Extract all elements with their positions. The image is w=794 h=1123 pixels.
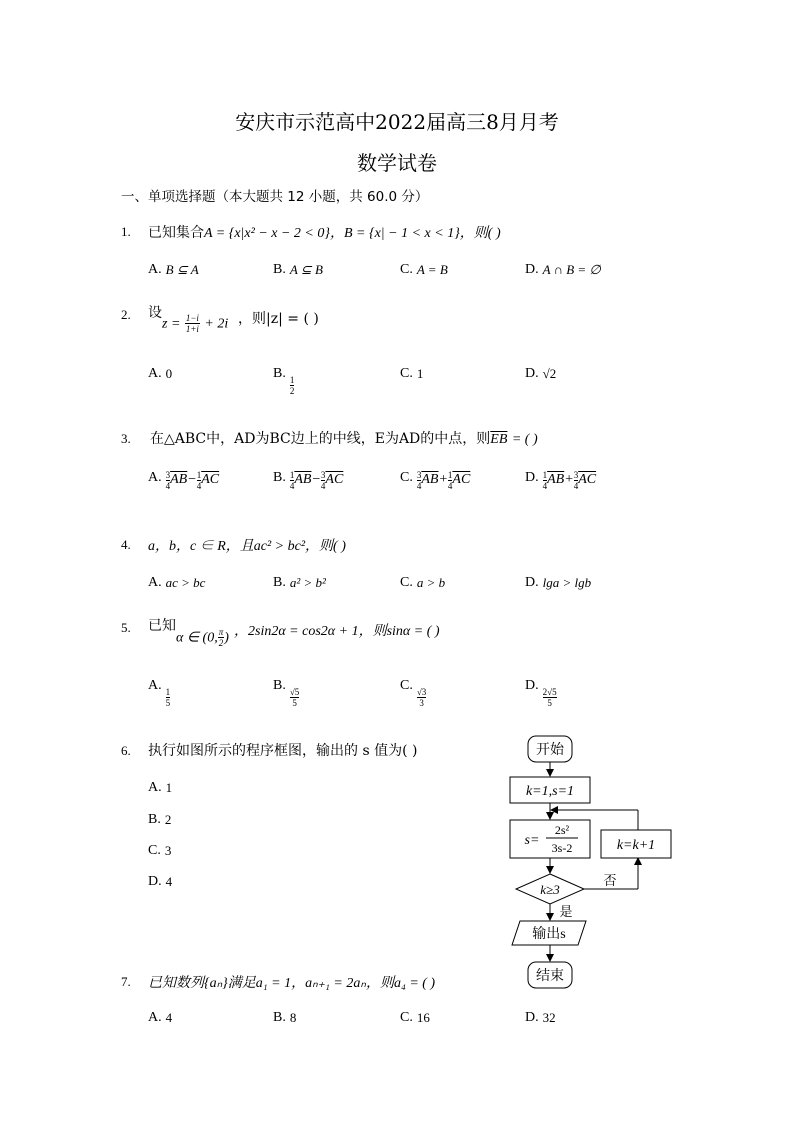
section-heading: 一、单项选择题（本大题共 12 小题，共 60.0 分） <box>121 189 429 205</box>
option-d[interactable]: D. √2 <box>525 366 557 381</box>
question-number: 7. <box>121 974 131 989</box>
question-number: 2. <box>121 307 131 322</box>
flow-assign-den: 3s-2 <box>551 841 573 855</box>
option-a[interactable]: A. 0 <box>148 366 173 381</box>
question-stem: a，b，c ∈ R，且ac² > bc²，则( ) <box>148 539 346 554</box>
question-number: 4. <box>121 537 131 552</box>
option-a[interactable]: A. B ⊆ A <box>148 262 199 277</box>
option-d[interactable]: D. 32 <box>525 1010 556 1025</box>
flow-init-label: k=1,s=1 <box>525 784 575 799</box>
question-stem: 已知集合A = {x|x² − x − 2 < 0}，B = {x| − 1 < x < 1}，则( ) <box>148 225 501 241</box>
option-b[interactable]: B. a² > b² <box>273 575 326 590</box>
question-number: 1. <box>121 224 131 239</box>
question-number: 6. <box>121 743 131 758</box>
question-formula: z = $\frac{1-i}{1+i}$ + 2i <box>162 313 229 334</box>
flow-assign-node <box>510 820 590 858</box>
flow-yes-label: 是 <box>559 904 573 919</box>
flow-assign-lhs: s= <box>524 833 540 848</box>
option-d[interactable]: D. $\frac{2√5}{5}$ <box>525 678 557 708</box>
option-d[interactable]: D. lga > lgb <box>525 575 592 590</box>
flow-output-label: 输出s <box>532 927 566 942</box>
page-title: 安庆市示范高中2022届高三8月月考 <box>235 110 559 134</box>
question-stem-suffix: ，则|z| = ( ) <box>238 311 319 327</box>
question-stem-suffix: ，2sin2α = cos2α + 1，则sinα = ( ) <box>234 624 440 639</box>
option-b[interactable]: B. A ⊆ B <box>273 262 323 277</box>
option-d[interactable]: D. $\frac{1}{4}$ $\overline{AB}+$ $\frac{3}{4}$ $\overline{AC}$ <box>525 470 597 491</box>
option-b[interactable]: B. 2 <box>148 812 172 827</box>
flow-end-label: 结束 <box>536 969 564 984</box>
option-b[interactable]: B. 8 <box>273 1010 297 1025</box>
question-stem: 已知数列{aₙ}满足a₁ = 1，aₙ₊₁ = 2aₙ，则a₄ = ( ) <box>148 976 436 991</box>
option-d[interactable]: D. A ∩ B = ∅ <box>525 262 601 277</box>
flow-no-label: 否 <box>603 873 617 888</box>
option-b[interactable]: B. $\frac{√5}{5}$ <box>273 678 300 708</box>
flow-assign-num: 2s² <box>554 823 570 837</box>
page-subtitle: 数学试卷 <box>357 151 437 175</box>
flow-condition-label: k≥3 <box>540 882 560 897</box>
option-c[interactable]: C. 3 <box>148 843 172 858</box>
option-a[interactable]: A. $\frac{3}{4}$ $\overline{AB}-$ $\frac{1}{4}$ $\overline{AC}$ <box>148 470 220 491</box>
option-d[interactable]: D. 4 <box>148 874 173 889</box>
question-stem: 已知 <box>148 618 176 634</box>
flow-start-label: 开始 <box>536 743 564 758</box>
option-b[interactable]: B. $\frac{1}{2}$ <box>273 366 295 396</box>
option-a[interactable]: A. $\frac{1}{5}$ <box>148 678 171 708</box>
question-stem: 设 <box>148 305 162 321</box>
option-c[interactable]: C. a > b <box>400 575 446 590</box>
option-a[interactable]: A. 1 <box>148 780 173 795</box>
question-number: 5. <box>121 620 131 635</box>
option-a[interactable]: A. 4 <box>148 1010 173 1025</box>
option-c[interactable]: C. $\frac{√3}{3}$ <box>400 678 427 708</box>
option-c[interactable]: C. A = B <box>400 262 448 277</box>
option-b[interactable]: B. $\frac{1}{4}$ $\overline{AB}-$ $\frac{3}{4}$ $\overline{AC}$ <box>273 470 344 491</box>
flowchart <box>500 730 680 992</box>
option-c[interactable]: C. 16 <box>400 1010 430 1025</box>
option-a[interactable]: A. ac > bc <box>148 575 206 590</box>
flow-increment-label: k=k+1 <box>616 838 656 853</box>
question-number: 3. <box>121 431 131 446</box>
option-c[interactable]: C. $\frac{3}{4}$ $\overline{AB}+$ $\frac{1}{4}$ $\overline{AC}$ <box>400 470 471 491</box>
option-c[interactable]: C. 1 <box>400 366 424 381</box>
question-formula: α ∈ (0, $\frac{\pi}{2}$ ) <box>176 627 229 648</box>
question-stem: 在△ABC中，AD为BC边上的中线，E为AD的中点，则$\overline{EB}$ = ( ) <box>150 431 538 447</box>
question-stem: 执行如图所示的程序框图，输出的 s 值为( ) <box>148 743 418 759</box>
